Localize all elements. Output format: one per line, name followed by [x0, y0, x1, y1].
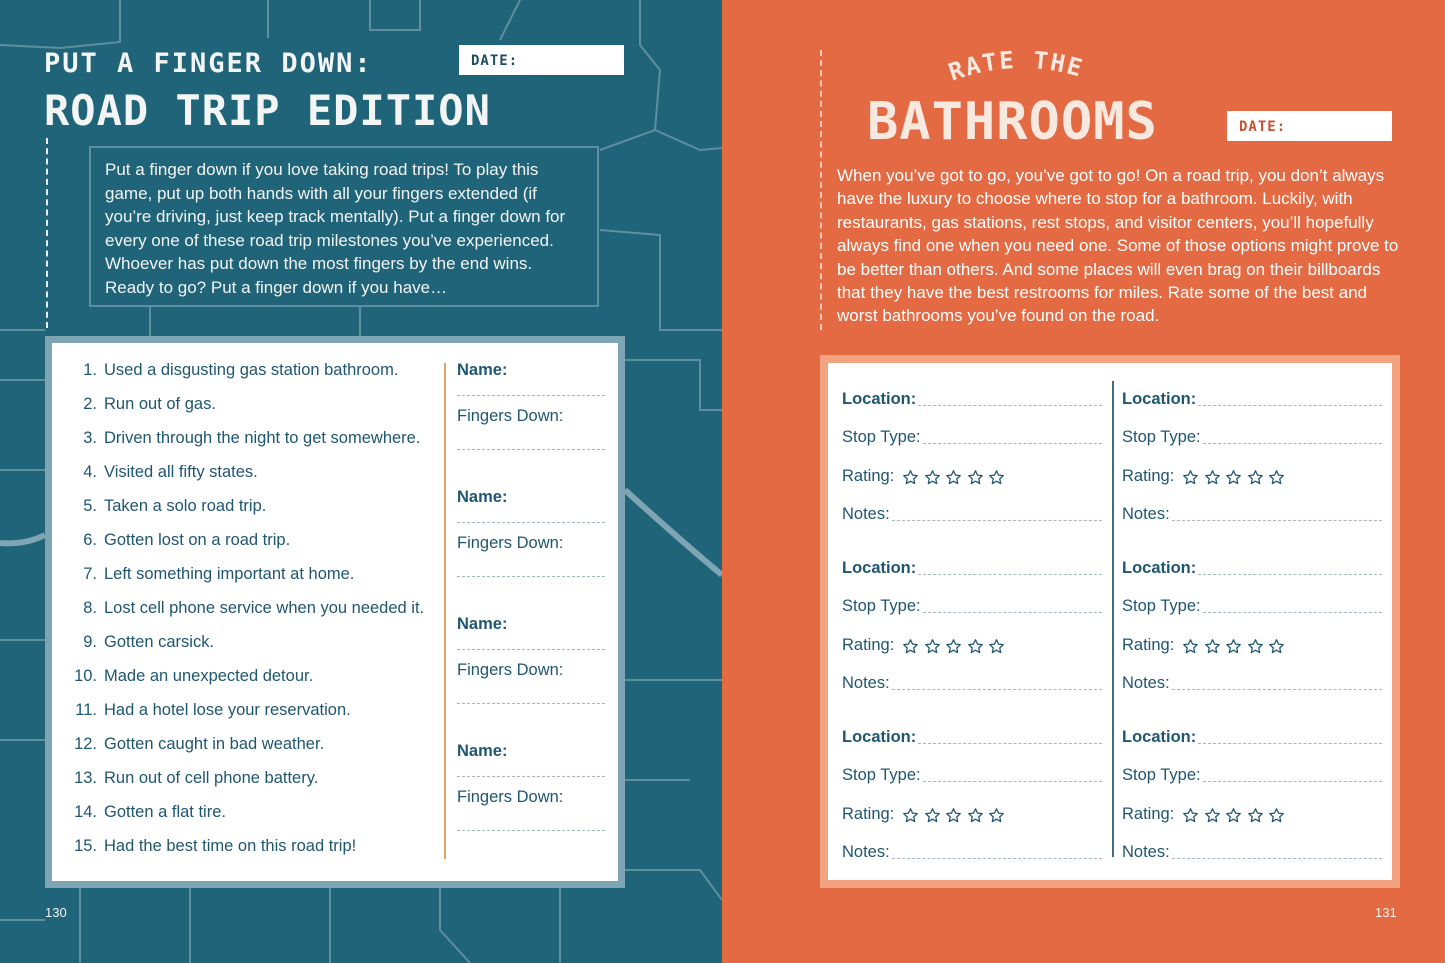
player-entry: [457, 488, 605, 615]
star-icon[interactable]: [967, 469, 984, 486]
location-row: [1122, 379, 1382, 418]
rating-label: Rating:: [1122, 466, 1175, 485]
stop-type-label: Stop Type:: [842, 766, 921, 784]
item-text: Run out of gas.: [104, 395, 216, 413]
list-item: [68, 633, 448, 667]
location-row: [842, 379, 1102, 418]
rating-label: Rating:: [842, 466, 895, 485]
list-item: [68, 463, 448, 497]
notes-field[interactable]: [1172, 689, 1382, 690]
name-label: Name:: [457, 615, 508, 633]
page-number: 130: [45, 905, 67, 920]
notes-label: Notes:: [1122, 674, 1170, 692]
star-icon[interactable]: [1225, 469, 1242, 486]
column-divider: [1112, 381, 1114, 857]
item-number: 12.: [74, 735, 97, 753]
column-divider: [444, 363, 446, 859]
title-small: RATE THE: [945, 45, 1087, 87]
bathroom-rating-card: [820, 355, 1400, 888]
intro-text: When you’ve got to go, you’ve got to go! On a road trip, you don’t always have the luxury to choose where to stop for a bathroom. Luckily, with restaurants, gas stations, rest stops, and visitor centers, you’ll hopefully always find one when you need one. Some of those options might prove to be better than others. And some places will even brag on their billboards that they have the best restrooms for miles. Rate some of the best and worst bathrooms you’ve found on the road.: [837, 166, 1399, 326]
list-item: [68, 803, 448, 837]
left-page: [0, 0, 722, 963]
item-number: 1.: [83, 361, 97, 379]
location-field[interactable]: [1198, 405, 1382, 406]
star-icon[interactable]: [1182, 469, 1199, 486]
list-item: [68, 735, 448, 769]
location-label: Location:: [1122, 558, 1197, 577]
intro-text: Put a finger down if you love taking road trips! To play this game, put up both hands with all your fingers extended (if you’re driving, just keep track mentally). Put a finger down for every one of these road trip milestones you’ve experienced. Whoever has put down the most fingers by the end wins. Ready to go? Put a finger down if you have…: [89, 146, 599, 307]
rating-row: [1122, 625, 1382, 664]
fingers-down-label: Fingers Down:: [457, 534, 564, 552]
item-text: Gotten lost on a road trip.: [104, 531, 291, 549]
location-row: [842, 548, 1102, 587]
location-field[interactable]: [918, 743, 1102, 744]
star-icon[interactable]: [1247, 807, 1264, 824]
page-number: 131: [1375, 905, 1397, 920]
item-text: Gotten a flat tire.: [104, 803, 226, 821]
bathroom-entry: [842, 717, 1102, 886]
item-text: Made an unexpected detour.: [104, 667, 314, 685]
star-icon[interactable]: [1247, 469, 1264, 486]
stop-type-row: [1122, 418, 1382, 457]
name-label: Name:: [457, 488, 508, 506]
star-icon[interactable]: [924, 807, 941, 824]
location-label: Location:: [842, 389, 917, 408]
stop-type-label: Stop Type:: [842, 597, 921, 615]
star-icon[interactable]: [967, 807, 984, 824]
right-page: [722, 0, 1445, 963]
item-number: 15.: [74, 837, 97, 855]
star-rating[interactable]: [1182, 807, 1290, 824]
stop-type-row: [1122, 756, 1382, 795]
item-number: 13.: [74, 769, 97, 787]
star-icon[interactable]: [988, 807, 1005, 824]
fingers-down-field[interactable]: [457, 830, 605, 831]
notes-label: Notes:: [842, 674, 890, 692]
star-icon[interactable]: [902, 638, 919, 655]
item-number: 4.: [83, 463, 97, 481]
star-icon[interactable]: [988, 469, 1005, 486]
star-rating[interactable]: [902, 807, 1010, 824]
stop-type-row: [842, 418, 1102, 457]
stop-type-field[interactable]: [923, 612, 1102, 613]
star-icon[interactable]: [967, 638, 984, 655]
star-rating[interactable]: [902, 638, 1010, 655]
player-entries: [457, 361, 605, 869]
star-icon[interactable]: [1247, 638, 1264, 655]
player-entry: [457, 615, 605, 742]
star-icon[interactable]: [1268, 807, 1285, 824]
bathroom-entry: [1122, 717, 1382, 886]
stop-type-field[interactable]: [923, 781, 1102, 782]
star-icon[interactable]: [945, 807, 962, 824]
name-label: Name:: [457, 361, 508, 379]
location-row: [1122, 717, 1382, 756]
svg-text:RATE THE: [945, 46, 1087, 87]
notes-row: [842, 833, 1102, 872]
rating-label: Rating:: [842, 635, 895, 654]
item-number: 7.: [83, 565, 97, 583]
item-text: Driven through the night to get somewhere.: [104, 429, 421, 447]
rating-label: Rating:: [1122, 804, 1175, 823]
star-icon[interactable]: [945, 638, 962, 655]
stop-type-label: Stop Type:: [1122, 428, 1201, 446]
notes-label: Notes:: [1122, 843, 1170, 861]
rating-label: Rating:: [1122, 635, 1175, 654]
page-title: BATHROOMS: [867, 92, 1158, 152]
location-label: Location:: [842, 727, 917, 746]
bathroom-entry: [842, 548, 1102, 717]
star-icon[interactable]: [924, 638, 941, 655]
item-number: 10.: [74, 667, 97, 685]
notes-row: [842, 495, 1102, 534]
star-rating[interactable]: [902, 469, 1010, 486]
star-icon[interactable]: [902, 469, 919, 486]
fingers-down-field[interactable]: [457, 449, 605, 450]
notes-row: [842, 664, 1102, 703]
item-number: 14.: [74, 803, 97, 821]
bathroom-entry: [1122, 379, 1382, 548]
list-item: [68, 531, 448, 565]
item-text: Visited all fifty states.: [104, 463, 258, 481]
star-icon[interactable]: [1268, 469, 1285, 486]
milestone-card: [45, 336, 625, 888]
page-title: ROAD TRIP EDITION: [44, 86, 491, 135]
star-icon[interactable]: [924, 469, 941, 486]
title-small-arc: [942, 45, 1102, 95]
notes-field[interactable]: [1172, 520, 1382, 521]
star-icon[interactable]: [1204, 807, 1221, 824]
item-number: 11.: [75, 701, 97, 719]
stop-type-row: [842, 587, 1102, 626]
rating-label: Rating:: [842, 804, 895, 823]
item-text: Had a hotel lose your reservation.: [104, 701, 351, 719]
stop-type-field[interactable]: [1203, 781, 1382, 782]
location-field[interactable]: [918, 574, 1102, 575]
location-label: Location:: [1122, 727, 1197, 746]
notes-row: [1122, 833, 1382, 872]
player-entry: [457, 361, 605, 488]
item-text: Left something important at home.: [104, 565, 355, 583]
item-number: 8.: [83, 599, 97, 617]
fingers-down-field[interactable]: [457, 576, 605, 577]
notes-row: [1122, 495, 1382, 534]
list-item: [68, 701, 448, 735]
item-number: 9.: [83, 633, 97, 651]
notes-field[interactable]: [892, 520, 1102, 521]
list-item: [68, 497, 448, 531]
item-text: Gotten carsick.: [104, 633, 215, 651]
list-item: [68, 395, 448, 429]
star-icon[interactable]: [1225, 638, 1242, 655]
star-icon[interactable]: [988, 638, 1005, 655]
milestone-list: [68, 361, 448, 871]
fingers-down-label: Fingers Down:: [457, 661, 564, 679]
date-field[interactable]: DATE:: [1227, 111, 1392, 141]
stop-type-field[interactable]: [923, 443, 1102, 444]
star-icon[interactable]: [902, 807, 919, 824]
rating-row: [1122, 794, 1382, 833]
star-rating[interactable]: [1182, 469, 1290, 486]
item-text: Lost cell phone service when you needed it.: [104, 599, 425, 617]
item-text: Used a disgusting gas station bathroom.: [104, 361, 399, 379]
item-text: Run out of cell phone battery.: [104, 769, 319, 787]
stop-type-label: Stop Type:: [1122, 597, 1201, 615]
bathroom-entry: [842, 379, 1102, 548]
player-entry: [457, 742, 605, 869]
dashed-divider: [46, 138, 48, 328]
notes-row: [1122, 664, 1382, 703]
location-label: Location:: [1122, 389, 1197, 408]
list-item: [68, 599, 448, 633]
item-text: Taken a solo road trip.: [104, 497, 267, 515]
list-item: [68, 667, 448, 701]
notes-field[interactable]: [892, 858, 1102, 859]
location-field[interactable]: [1198, 743, 1382, 744]
date-field[interactable]: DATE:: [459, 45, 624, 75]
notes-label: Notes:: [1122, 505, 1170, 523]
fingers-down-label: Fingers Down:: [457, 788, 564, 806]
dashed-divider: [820, 50, 822, 330]
location-field[interactable]: [1198, 574, 1382, 575]
title-small: PUT A FINGER DOWN:: [44, 48, 373, 79]
stop-type-row: [1122, 587, 1382, 626]
star-icon[interactable]: [1225, 807, 1242, 824]
fingers-down-field[interactable]: [457, 703, 605, 704]
list-item: [68, 837, 448, 871]
rating-column-right: [1122, 379, 1382, 886]
rating-row: [842, 625, 1102, 664]
stop-type-field[interactable]: [1203, 443, 1382, 444]
notes-label: Notes:: [842, 505, 890, 523]
list-item: [68, 565, 448, 599]
notes-field[interactable]: [892, 689, 1102, 690]
stop-type-label: Stop Type:: [1122, 766, 1201, 784]
star-icon[interactable]: [1204, 469, 1221, 486]
rating-row: [842, 456, 1102, 495]
name-label: Name:: [457, 742, 508, 760]
location-field[interactable]: [918, 405, 1102, 406]
stop-type-row: [842, 756, 1102, 795]
notes-label: Notes:: [842, 843, 890, 861]
bathroom-entry: [1122, 548, 1382, 717]
list-item: [68, 769, 448, 803]
list-item: [68, 361, 448, 395]
fingers-down-label: Fingers Down:: [457, 407, 564, 425]
item-number: 6.: [83, 531, 97, 549]
star-icon[interactable]: [945, 469, 962, 486]
item-number: 5.: [83, 497, 97, 515]
location-row: [1122, 548, 1382, 587]
rating-row: [1122, 456, 1382, 495]
item-number: 2.: [83, 395, 97, 413]
stop-type-field[interactable]: [1203, 612, 1382, 613]
list-item: [68, 429, 448, 463]
notes-field[interactable]: [1172, 858, 1382, 859]
star-icon[interactable]: [1268, 638, 1285, 655]
star-icon[interactable]: [1182, 807, 1199, 824]
rating-column-left: [842, 379, 1102, 886]
stop-type-label: Stop Type:: [842, 428, 921, 446]
item-text: Had the best time on this road trip!: [104, 837, 357, 855]
item-number: 3.: [83, 429, 97, 447]
star-rating[interactable]: [1182, 638, 1290, 655]
rating-row: [842, 794, 1102, 833]
item-text: Gotten caught in bad weather.: [104, 735, 325, 753]
location-label: Location:: [842, 558, 917, 577]
star-icon[interactable]: [1182, 638, 1199, 655]
location-row: [842, 717, 1102, 756]
star-icon[interactable]: [1204, 638, 1221, 655]
